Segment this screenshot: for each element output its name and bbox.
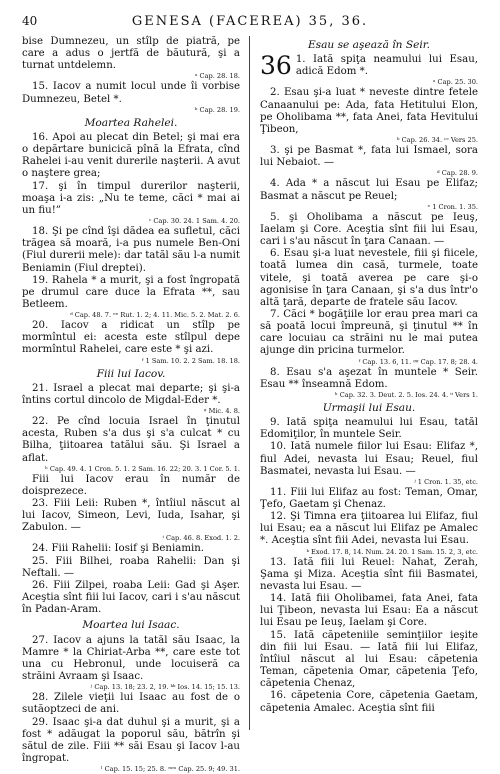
verse-23: 23. Fiii Leii: Ruben *, întîiul născut al lui Iacov, Simeon, Levi, Iuda, Isahar, şi Zabulon. — xyxy=(22,498,240,534)
verse-16: 16. Apoi au plecat din Betel; şi mai era o depărtare bunicică pînă la Efrata, cînd Rahelei i-au venit durerile naşterii. A avut o naştere grea; xyxy=(22,131,240,180)
verse-18: 18. Şi pe cînd îşi dădea ea sufletul, căci trăgea să moară, i-a pus numele Ben-Oni (Fiul durerii mele): dar tatăl său l-a numit Beniamin (Fiul dreptei). xyxy=(22,226,240,274)
verse-25: 25. Fiii Bilhei, roaba Rahelii: Dan şi Neftali. — xyxy=(22,555,240,579)
verse-20: 20. Iacov a ridicat un stîlp pe mormîntul ei: acesta este stîlpul depe mormîntul Rahelei, care este * şi azi. xyxy=(22,320,240,356)
verse-22b: Fiii lui Iacov erau în număr de doisprezece. xyxy=(22,473,240,497)
verse-9: 9. Iată spiţa neamului lui Esau, tatăl Edomiţilor, în muntele Seir. xyxy=(260,417,478,441)
verse-5: 5. şi Oholibama a născut pe Ieuş, Iaelam şi Core. Aceştia sînt fiii lui Esau, cari i s'au născut în ţara Canaan. — xyxy=(260,211,478,248)
verse-22: 22. Pe cînd locuia Israel în ţinutul acesta, Ruben s'a dus şi s'a culcat * cu Bilha, ţiitoarea tatălui său. Şi Israel a aflat. xyxy=(22,416,240,464)
verse-2: 2. Esau şi-a luat * neveste dintre fetele Canaanului pe: Ada, fata Hetitului Elon, pe Oholibama **, fata Anei, fata Hevitului Ţibeon, xyxy=(260,87,478,135)
verse-3: 3. şi pe Basmat *, fata lui Ismael, sora lui Nebaiot. — xyxy=(260,145,478,169)
section-heading: Fiii lui Iacov. xyxy=(96,367,166,380)
left-column xyxy=(22,36,240,774)
cross-reference: ᵈ Cap. 48. 7. ᵉᵉ Rut. 1. 2; 4. 11. Mic. 5. 2. Mat. 2. 6. xyxy=(70,311,240,320)
column-divider xyxy=(249,36,250,730)
verse-1: 1. Iată spiţa neamului lui Esau, adică Edom *. xyxy=(295,54,478,78)
verse-24: 24. Fiii Rahelii: Iosif şi Beniamin. xyxy=(32,543,205,555)
right-column xyxy=(260,36,478,715)
section-heading: Moartea Rahelei. xyxy=(84,116,178,129)
verse-14-continued: bise Dumnezeu, un stîlp de piatră, pe care a adus o jertfă de băutură, şi a turnat untdelemn. xyxy=(22,36,240,72)
cross-reference: ˡ Cap. 15. 15; 25. 8. ᵐᵐ Cap. 25. 9; 49. 31. xyxy=(100,765,240,774)
verse-7: 7. Căci * bogăţiile lor erau prea mari ca să poată locui împreună, şi ţinutul ** în care locuiau ca străini nu le mai putea ajunge din pricina turmelor. xyxy=(260,308,478,357)
verse-8: 8. Esau s'a aşezat în muntele * Seir. Esau ** înseamnă Edom. xyxy=(260,366,478,390)
cross-reference: ᵈ Cap. 28. 9. xyxy=(437,169,478,178)
chapter-start xyxy=(260,51,478,81)
verse-6: 6. Esau şi-a luat nevestele, fiii şi fiicele, toată lumea din casă, turmele, toate vitele, şi toată averea pe care şi-o agonisise în ţara Canaan, şi s'a dus într'o altă ţară, departe de fratele său Iacov. xyxy=(260,248,478,308)
verse-21: 21. Israel a plecat mai departe; şi şi-a întins cortul dincolo de Migdal-Eder *. xyxy=(22,382,240,406)
verse-17: 17. şi în timpul durerilor naşterii, moaşa i-a zis: „Nu te teme, căci * mai ai un fiu!” xyxy=(22,180,240,216)
verse-19: 19. Rahela * a murit, şi a fost îngropată pe drumul care duce la Efrata **, sau Betleem. xyxy=(22,274,240,310)
cross-reference: ᶠ 1 Sam. 10. 2. 2 Sam. 18. 18. xyxy=(142,356,240,365)
cross-reference: ᵃ Cap. 25. 30. xyxy=(432,78,478,87)
verse-29: 29. Isaac şi-a dat duhul şi a murit, şi a fost * adăugat la poporul său, bătrîn şi sătul de zile. Fiii ** săi Esau şi Iacov l-au îngropat. xyxy=(22,716,240,764)
verse-13: 13. Iată fiii lui Reuel: Nahat, Zerah, Şama şi Miza. Aceştia sînt fiii Basmatei, nevasta lui Esau. — xyxy=(260,556,478,592)
cross-reference: ᵏ Exod. 17. 8, 14. Num. 24. 20. 1 Sam. 15. 2, 3, etc. xyxy=(306,547,478,556)
cross-reference: ᵇ Cap. 26. 34. ᶜᶜ Vers 25. xyxy=(396,136,478,145)
running-title: GENESA (FACEREA) 35, 36. xyxy=(131,14,369,29)
chapter-number: 36 xyxy=(260,51,292,81)
cross-reference: ᶜ Cap. 30. 24. 1 Sam. 4. 20. xyxy=(149,217,240,226)
verse-16: 16. căpetenia Core, căpetenia Gaetam, căpetenia Amalec. Aceştia sînt fiii xyxy=(260,690,478,714)
cross-reference: ᵃ Cap. 28. 18. xyxy=(194,72,240,81)
verse-26: 26. Fiii Zilpei, roaba Leii: Gad şi Aşer. Aceştia sînt fiii lui Iacov, cari i s'au născut în Padan-Aram. xyxy=(22,579,240,616)
section-heading: Urmaşii lui Esau. xyxy=(322,401,416,414)
verse-10: 10. Iată numele fiilor lui Esau: Elifaz *, fiul Adei, nevasta lui Esau; Reuel, fiul Basmatei, nevasta lui Esau. — xyxy=(260,441,478,477)
verse-28: 28. Zilele vieţii lui Isaac au fost de o sutăoptzeci de ani. xyxy=(22,692,240,716)
verse-27: 27. Iacov a ajuns la tatăl său Isaac, la Mamre * la Chiriat-Arba **, care este tot una cu Hebronul, unde locuiseră ca străini Avraam şi Isaac. xyxy=(22,634,240,683)
cross-reference: ʰ Cap. 49. 4. 1 Cron. 5. 1. 2 Sam. 16. 22; 20. 3. 1 Cor. 5. 1. xyxy=(44,464,240,473)
page-header xyxy=(22,14,478,32)
cross-reference: ᵍ Mic. 4. 8. xyxy=(203,407,240,416)
page-number: 40 xyxy=(22,14,38,28)
cross-reference: ʰ Cap. 32. 3. Deut. 2. 5. Ios. 24. 4. ⁱⁱ Vers 1. xyxy=(334,390,478,399)
verse-15: 15. Iacov a numit locul unde îi vorbise Dumnezeu, Betel *. xyxy=(22,81,240,105)
cross-reference: ʲ 1 Cron. 1. 35, etc. xyxy=(413,477,478,486)
section-heading: Esau se aşează în Seir. xyxy=(307,39,431,51)
cross-reference: ⁱ Cap. 46. 8. Exod. 1. 2. xyxy=(162,534,240,543)
verse-14: 14. Iată fiii Oholibamei, fata Anei, fata lui Ţibeon, nevasta lui Esau: Ea a născut lui Esau pe Ieuş, Iaelam şi Core. xyxy=(260,593,478,629)
verse-15: 15. Iată căpeteniile seminţiilor ieşite din fiii lui Esau. — Iată fiii lui Elifaz, întîiul născut al lui Esau: căpetenia Teman, căpetenia Omar, căpetenia Ţefo, căpetenia Chenaz, xyxy=(260,629,478,690)
cross-reference: ʲ Cap. 13. 18; 23. 2, 19. ᵏᵏ Ios. 14. 15; 15. 13. xyxy=(90,683,240,692)
verse-12: 12. Şi Timna era ţiitoarea lui Elifaz, fiul lui Esau; ea a născut lui Elifaz pe Amalec *. Aceştia sînt fiii Adei, nevasta lui Esau. xyxy=(260,511,478,547)
cross-reference: ᵉ 1 Cron. 1. 35. xyxy=(427,202,478,211)
section-heading: Moartea lui Isaac. xyxy=(82,619,180,632)
verse-11: 11. Fiii lui Elifaz au fost: Teman, Omar, Ţefo, Gaetam şi Chenaz. xyxy=(260,486,478,510)
verse-4: 4. Ada * a născut lui Esau pe Elifaz; Basmat a născut pe Reuel; xyxy=(260,178,478,202)
cross-reference: ᵇ Cap. 28. 19. xyxy=(194,105,240,114)
cross-reference: ᶠ Cap. 13. 6, 11. ᵍᵍ Cap. 17. 8; 28. 4. xyxy=(358,357,478,366)
